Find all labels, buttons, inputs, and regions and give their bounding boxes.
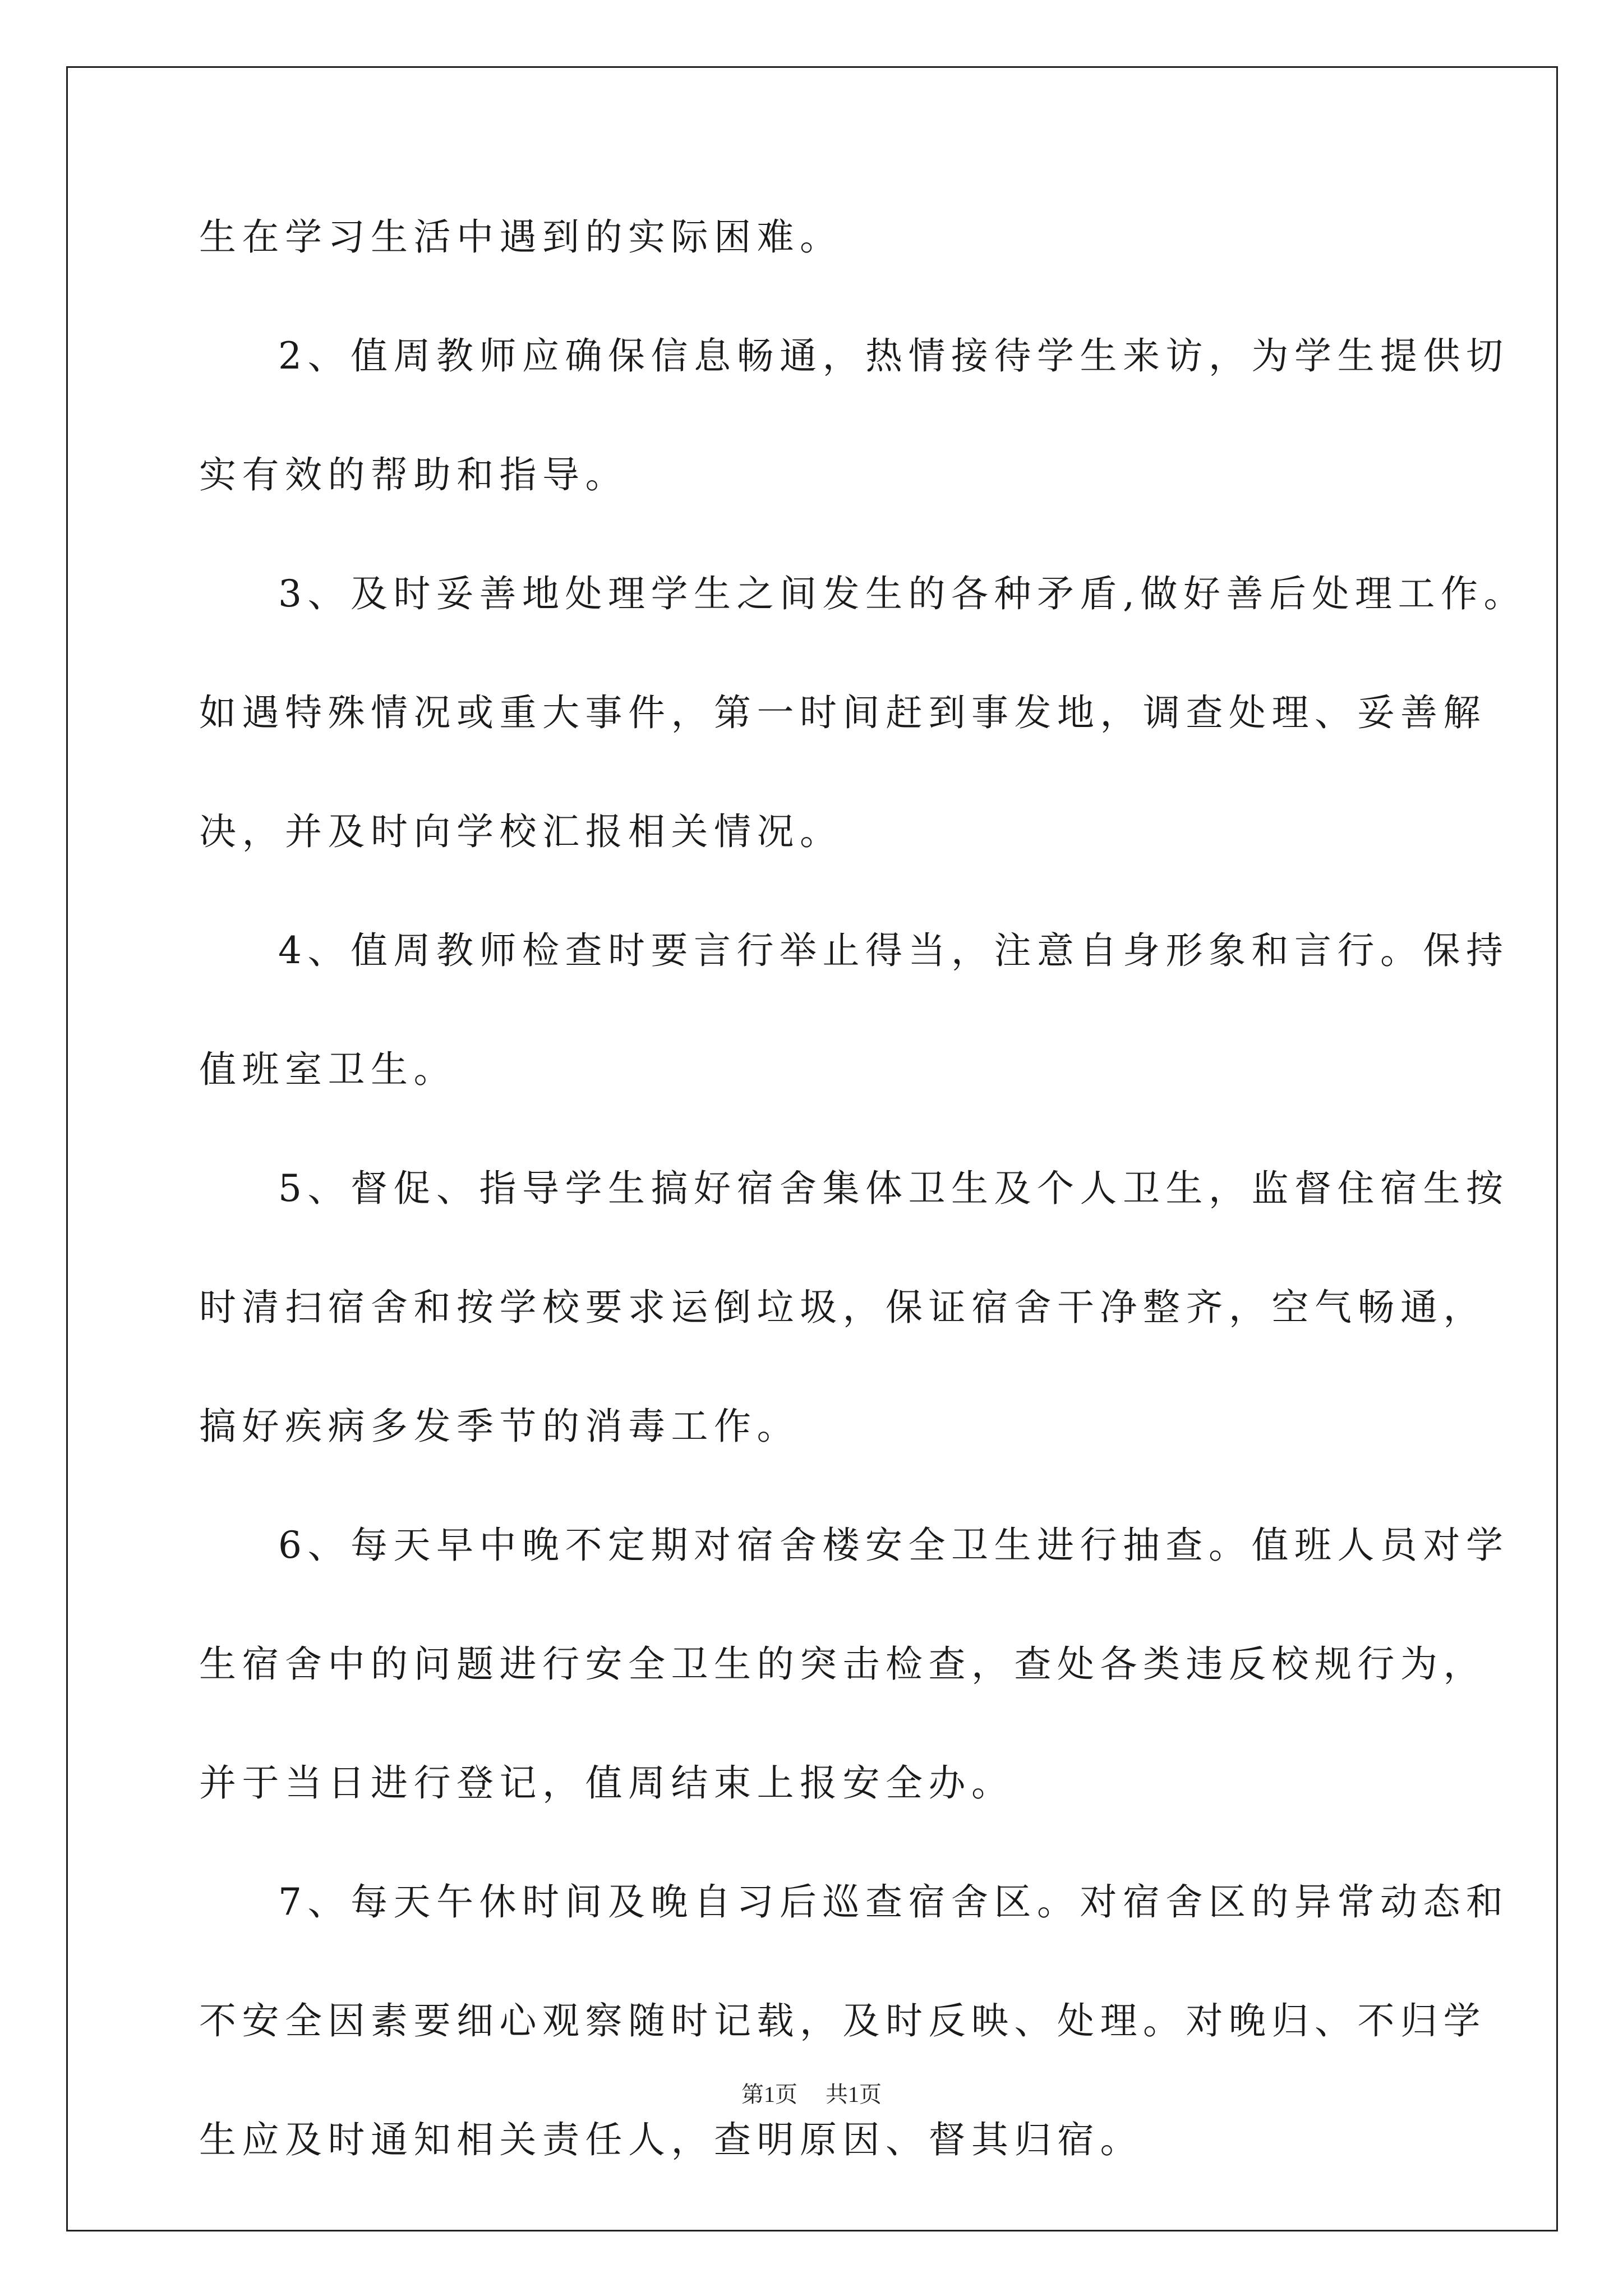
text-line: 6、每天早中晚不定期对宿舍楼安全卫生进行抽查。值班人员对学 [278, 1524, 1509, 1567]
page-number-current: 第1页 [741, 2082, 797, 2107]
text-line: 生宿舍中的问题进行安全卫生的突击检查，查处各类违反校规行为， [199, 1642, 1486, 1686]
text-line: 时清扫宿舍和按学校要求运倒垃圾，保证宿舍干净整齐，空气畅通， [199, 1286, 1486, 1329]
text-line: 7、每天午休时间及晚自习后巡查宿舍区。对宿舍区的异常动态和 [278, 1880, 1509, 1924]
text-line: 生应及时通知相关责任人，查明原因、督其归宿。 [199, 2118, 1143, 2161]
text-line: 5、督促、指导学生搞好宿舍集体卫生及个人卫生，监督住宿生按 [278, 1167, 1509, 1210]
text-line: 实有效的帮助和指导。 [199, 453, 628, 496]
text-line: 4、值周教师检查时要言行举止得当，注意自身形象和言行。保持 [278, 929, 1509, 972]
text-line: 2、值周教师应确保信息畅通，热情接待学生来访，为学生提供切 [278, 334, 1509, 378]
page-number-total: 共1页 [826, 2082, 882, 2107]
text-line: 值班室卫生。 [199, 1048, 457, 1091]
text-line: 不安全因素要细心观察随时记载，及时反映、处理。对晚归、不归学 [199, 1999, 1486, 2042]
text-line: 并于当日进行登记，值周结束上报安全办。 [199, 1761, 1015, 1805]
text-line: 如遇特殊情况或重大事件，第一时间赶到事发地，调查处理、妥善解 [199, 691, 1486, 734]
text-line: 搞好疾病多发季节的消毒工作。 [199, 1405, 800, 1448]
text-line: 决，并及时向学校汇报相关情况。 [199, 810, 843, 853]
page-footer [0, 2082, 1623, 2107]
text-line: 3、及时妥善地处理学生之间发生的各种矛盾,做好善后处理工作。 [278, 572, 1527, 615]
text-line: 生在学习生活中遇到的实际困难。 [199, 215, 843, 259]
